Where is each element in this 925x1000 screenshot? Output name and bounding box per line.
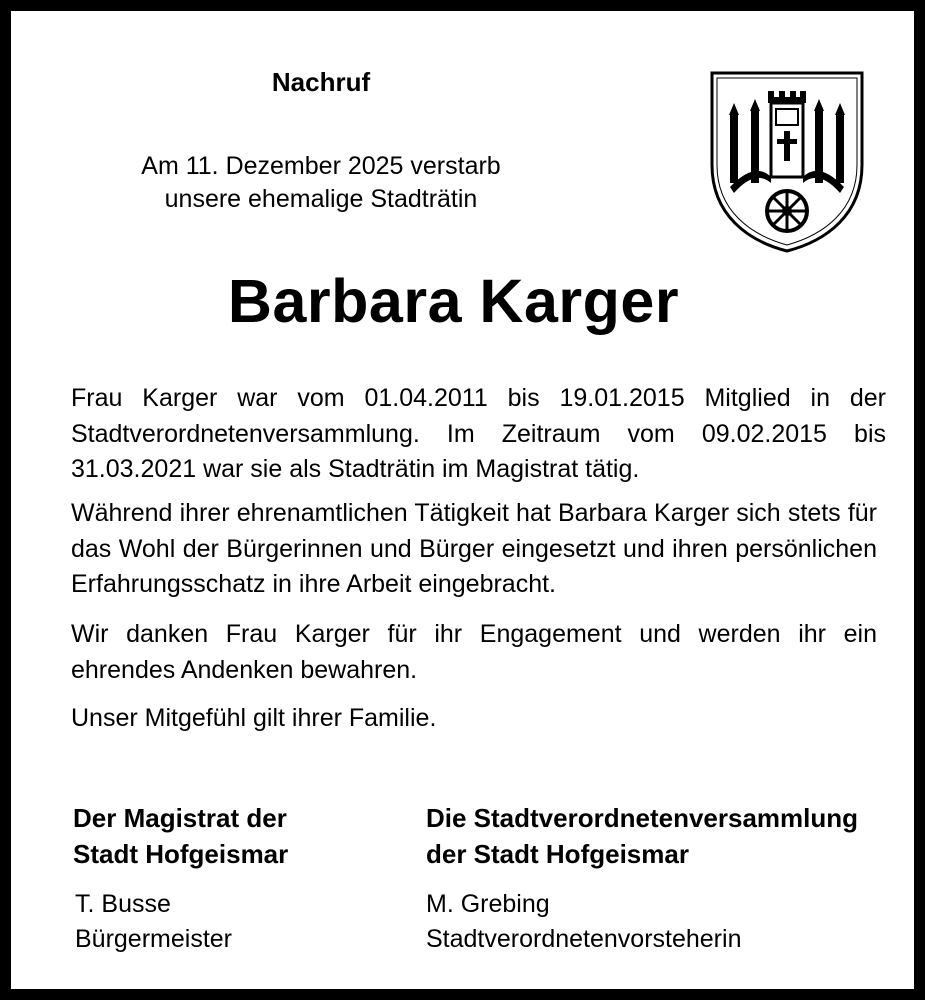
deceased-name: Barbara Karger [227, 267, 680, 335]
org-left-line-2: Stadt Hofgeismar [73, 838, 289, 869]
signatory-left [75, 887, 395, 957]
signatory-right [426, 887, 906, 957]
signatory-left-name: T. Busse [75, 890, 171, 918]
org-right-line-2: der Stadt Hofgeismar [426, 838, 689, 869]
paragraph-commitment: Während ihrer ehrenamtlichen Tätigkeit hat Barbara Karger sich stets für das Wohl der Bürgerinnen und Bürger eingesetzt und ihren persönlichen Erfahrungsschatz in ihre Arbeit eingebracht. [71, 499, 877, 598]
intro-line-2: unsere ehemalige Stadträtin [164, 185, 478, 213]
paragraph-condolence: Unser Mitgefühl gilt ihrer Familie. [71, 704, 437, 732]
signature-org-right [426, 801, 906, 872]
signatory-left-role: Bürgermeister [75, 925, 232, 953]
org-right-line-1: Die Stadtverordnetenversammlung [426, 803, 859, 833]
intro-text [91, 150, 551, 216]
signatory-right-name: M. Grebing [426, 890, 550, 918]
coat-of-arms-icon [708, 69, 866, 255]
paragraph-thanks: Wir danken Frau Karger für ihr Engagement und werden ihr ein ehrendes Andenken bewahren. [71, 620, 877, 684]
signature-org-left [73, 801, 393, 872]
signatory-right-role: Stadtverordnetenvorsteherin [426, 925, 742, 953]
org-left-line-1: Der Magistrat der [73, 803, 287, 833]
paragraph-membership: Frau Karger war vom 01.04.2011 bis 19.01.2015 Mitglied in der Stadtverordnetenversammlung. Im Zeitraum vom 09.02.2015 bis 31.03.2021 war sie als Stadträtin im Magistrat tätig. [71, 384, 886, 483]
notice-heading: Nachruf [271, 67, 371, 97]
intro-line-1: Am 11. Dezember 2025 verstarb [141, 152, 501, 180]
